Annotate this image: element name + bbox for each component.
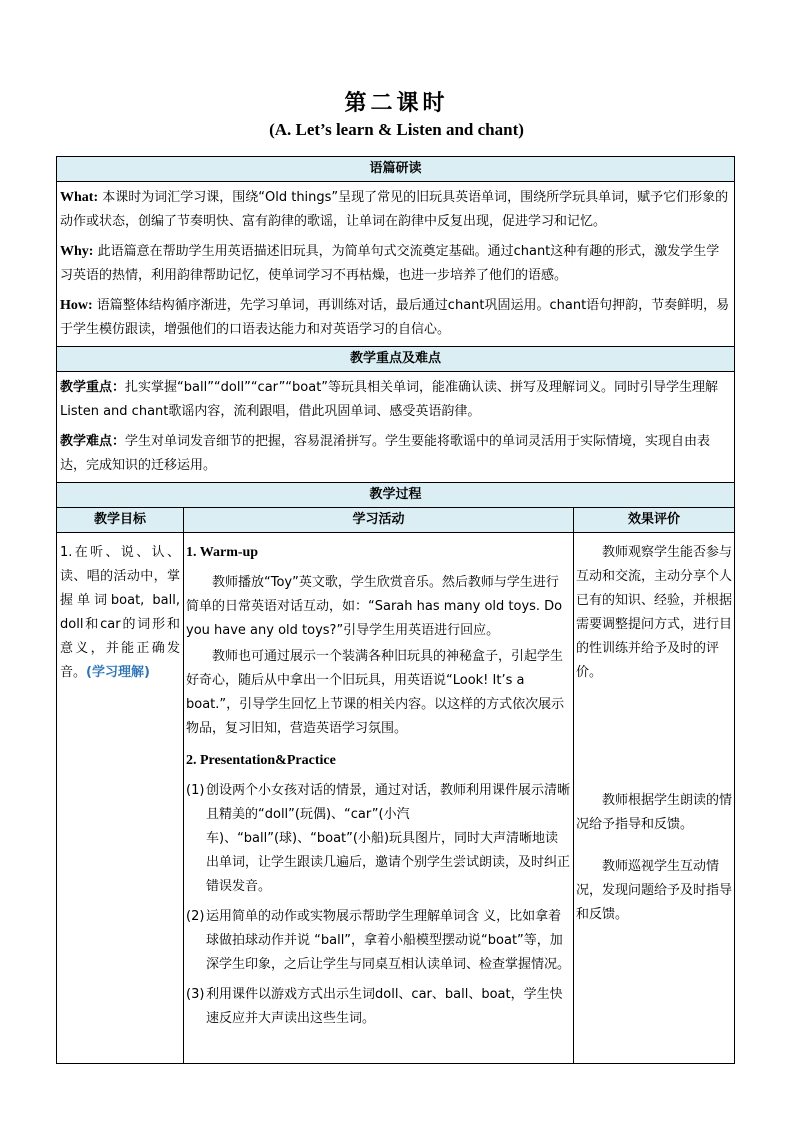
what-text: 本课时为词汇学习课，围绕“Old things”呈现了常见的旧玩具英语单词，围绕所学玩具单词，赋予它们形象的动作或状态，创编了节奏明快、富有韵律的歌谣，让单词在韵律中反复出现，促进学习和记忆。: [60, 190, 729, 229]
analysis-header: 语篇研读: [57, 157, 734, 182]
key-point-label: 教学重点：: [60, 380, 126, 395]
item-text: 运用简单的动作或实物展示帮助学生理解单词含 义，比如拿着球做拍球动作并说 “ball”，拿着小船模型摆动说“boat”等，加深学生印象，之后让学生与同桌互相认读单词、检查掌握情况。: [206, 909, 571, 972]
goal-cell: [57, 533, 184, 1063]
process-row: [57, 533, 734, 1063]
how-label: How:: [60, 298, 93, 313]
what-paragraph: [60, 186, 732, 234]
item-text: 利用课件以游戏方式出示生词doll、car、ball、boat，学生快速反应并大声读出这些生词。: [206, 987, 563, 1026]
presentation-title: 2. Presentation&Practice: [186, 753, 336, 768]
process-column-headers: [57, 508, 734, 533]
key-point-text: 扎实掌握“ball”“doll”“car”“boat”等玩具相关单词，能准确认读、拼写及理解词义。同时引导学生理解Listen and chant歌谣内容，流利跟唱，借此巩固单词、感受英语韵律。: [60, 380, 719, 419]
activity-item: [186, 905, 570, 977]
warmup-paragraph-1: 教师播放“Toy”英文歌，学生欣赏音乐。然后教师与学生进行简单的日常英语对话互动，如：“Sarah has many old toys. Do you have any old toys?”引导学生用英语进行回应。: [186, 575, 563, 638]
difficulty-paragraph: [60, 430, 732, 478]
how-paragraph: [60, 294, 732, 342]
evaluation-text-2: 教师根据学生朗读的情况给予指导和反馈。: [576, 793, 733, 832]
how-text: 语篇整体结构循序渐进，先学习单词，再训练对话，最后通过chant巩固运用。chant语句押韵，节奏鲜明，易于学生模仿跟读，增强他们的口语表达能力和对英语学习的自信心。: [60, 298, 730, 337]
process-header: 教学过程: [57, 483, 734, 508]
what-label: What:: [60, 190, 99, 205]
activity-cell: [184, 533, 574, 1063]
item-text: 创设两个小女孩对话的情景，通过对话，教师利用课件展示清晰且精美的“doll”(玩偶)、“car”(小汽车)、“ball”(球)、“boat”(小船)玩具图片，同时大声清晰地读出单词，让学生跟读几遍后，邀请个别学生尝试朗读，及时纠正错误发音。: [206, 783, 571, 894]
analysis-block: [57, 182, 734, 347]
column-header-evaluation: 效果评价: [627, 512, 680, 527]
item-number: (2): [186, 909, 205, 924]
evaluation-text-1: 教师观察学生能否参与互动和交流，主动分享个人已有的知识、经验，并根据需要调整提问方式，进行目的性训练并给予及时的评价。: [576, 545, 733, 680]
warmup-paragraph-2: 教师也可通过展示一个装满各种旧玩具的神秘盒子，引起学生好奇心，随后从中拿出一个旧玩具，用英语说“Look! It’s a boat.”，引导学生回忆上节课的相关内容。以这样的方式依次展示物品，复习旧知，营造英语学习氛围。: [186, 649, 565, 736]
column-header-activity: 学习活动: [184, 508, 574, 532]
why-text: 此语篇意在帮助学生用英语描述旧玩具，为简单句式交流奠定基础。通过chant这种有趣的形式，激发学生学习英语的热情，利用韵律帮助记忆，使单词学习不再枯燥，也进一步培养了他们的语感。: [60, 244, 720, 283]
goal-text: 1.在听、说、认、读、唱的活动中，掌握单词boat, ball, doll和car的词形和意义，并能正确发音。: [60, 545, 180, 680]
evaluation-cell: [574, 533, 734, 1063]
difficulty-text: 学生对单词发音细节的把握，容易混淆拼写。学生要能将歌谣中的单词灵活用于实际情境，实现自由表达，完成知识的迁移运用。: [60, 434, 711, 473]
item-number: (3): [186, 987, 205, 1002]
activity-item: [186, 983, 570, 1031]
evaluation-text-3: 教师巡视学生互动情况，发现问题给予及时指导和反馈。: [576, 859, 733, 922]
why-paragraph: [60, 240, 732, 288]
focus-header: 教学重点及难点: [57, 347, 734, 372]
difficulty-label: 教学难点：: [60, 434, 126, 449]
activity-item: [186, 779, 570, 899]
why-label: Why:: [60, 244, 94, 259]
lesson-table: [56, 156, 735, 1064]
item-number: (1): [186, 783, 205, 798]
page-subtitle: (A. Let’s learn & Listen and chant): [269, 120, 524, 139]
page-title: 第二课时: [344, 90, 449, 116]
warmup-title: 1. Warm-up: [186, 545, 259, 560]
column-header-goal: 教学目标: [57, 508, 184, 532]
key-point-paragraph: [60, 376, 732, 424]
focus-block: [57, 372, 734, 483]
goal-tag: (学习理解): [86, 665, 150, 680]
